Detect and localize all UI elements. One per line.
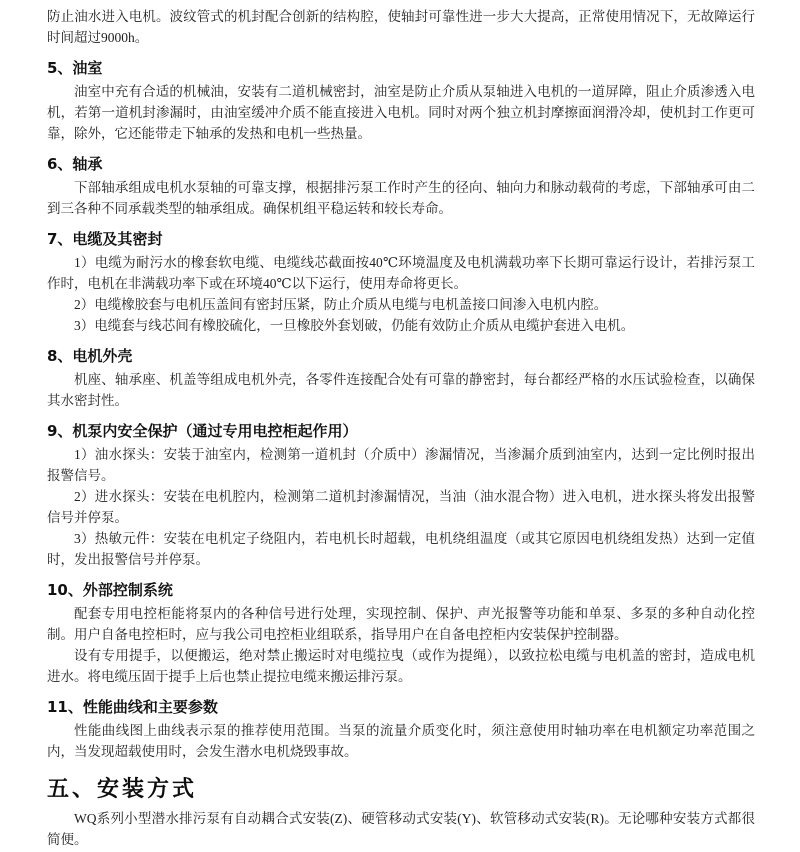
paragraph: 机座、轴承座、机盖等组成电机外壳，各零件连接配合处有可靠的静密封，每台都经严格的水压试验检查，以确保其水密封性。 bbox=[47, 372, 755, 408]
list-item-2: 2）进水探头：安装在电机腔内，检测第二道机封渗漏情况，当油（油水混合物）进入电机，进水探头将发出报警信号并停泵。 bbox=[47, 489, 755, 525]
section-heading-motor-housing: 8、电机外壳 bbox=[47, 347, 133, 365]
section-performance-curves bbox=[47, 698, 755, 762]
list-item-3: 3）电缆套与线芯间有橡胶硫化，一旦橡胶外套划破，仍能有效防止介质从电缆护套进入电机。 bbox=[74, 318, 635, 333]
section-heading-safety-protection: 9、机泵内安全保护（通过专用电控柜起作用） bbox=[47, 422, 358, 440]
section-heading-bearings: 6、轴承 bbox=[47, 155, 103, 173]
list-item-1: 1）电缆为耐污水的橡套软电缆、电缆线芯截面按40℃环境温度及电机满载功率下长期可靠运行设计，若排污泵工作时，电机在非满载功率下或在环境40℃以下运行，使用寿命将更长。 bbox=[47, 255, 755, 291]
list-item-2: 2）电缆橡胶套与电机压盖间有密封压紧，防止介质从电缆与电机盖接口间渗入电机内腔。 bbox=[74, 297, 608, 312]
chapter-heading-installation: 五、安装方式 bbox=[47, 777, 198, 802]
section-heading-performance-curves: 11、性能曲线和主要参数 bbox=[47, 698, 218, 716]
paragraph: 配套专用电控柜能将泵内的各种信号进行处理，实现控制、保护、声光报警等功能和单泵、多泵的多种自动化控制。用户自备电控柜时，应与我公司电控柜业组联系，指导用户在自备电控柜内安装保护控制器。 bbox=[47, 606, 755, 642]
intro-continuation-paragraph: 防止油水进入电机。波纹管式的机封配合创新的结构腔，使轴封可靠性进一步大大提高，正常使用情况下，无故障运行时间超过9000h。 bbox=[47, 9, 755, 45]
section-external-control bbox=[47, 581, 755, 687]
section-heading-cable-sealing: 7、电缆及其密封 bbox=[47, 230, 163, 248]
paragraph: 油室中充有合适的机械油，安装有二道机械密封，油室是防止介质从泵轴进入电机的一道屏障，阻止介质渗透入电机，若第一道机封渗漏时，由油室缓冲介质不能直接进入电机。同时对两个独立机封摩擦面润滑冷却，使机封工作更可靠，除外，它还能带走下轴承的发热和电机一些热量。 bbox=[47, 84, 755, 141]
list-item-3: 3）热敏元件：安装在电机定子绕阻内，若电机长时超载，电机绕组温度（或其它原因电机绕组发热）达到一定值时，发出报警信号并停泵。 bbox=[47, 531, 755, 567]
section-bearings bbox=[47, 155, 755, 219]
paragraph: 设有专用提手，以便搬运，绝对禁止搬运时对电缆拉曳（或作为提绳），以致拉松电缆与电机盖的密封，造成电机进水。将电缆压固于提手上后也禁止提拉电缆来搬运排污泵。 bbox=[47, 648, 755, 684]
section-heading-oil-chamber: 5、油室 bbox=[47, 59, 103, 77]
list-item-1: 1）油水探头：安装于油室内，检测第一道机封（介质中）渗漏情况，当渗漏介质到油室内，达到一定比例时报出报警信号。 bbox=[47, 447, 755, 483]
paragraph: 下部轴承组成电机水泵轴的可靠支撑，根据排污泵工作时产生的径向、轴向力和脉动载荷的考虑，下部轴承可由二到三各种不同承载类型的轴承组成。确保机组平稳运转和较长寿命。 bbox=[47, 180, 755, 216]
section-safety-protection bbox=[47, 422, 755, 570]
section-heading-external-control: 10、外部控制系统 bbox=[47, 581, 173, 599]
section-motor-housing bbox=[47, 347, 755, 411]
section-oil-chamber bbox=[47, 59, 755, 144]
paragraph: WQ系列小型潜水排污泵有自动耦合式安装(Z)、硬管移动式安装(Y)、软管移动式安装(R)。无论哪种安装方式都很简便。 bbox=[47, 811, 755, 847]
section-cable-sealing bbox=[47, 230, 755, 336]
chapter-installation bbox=[47, 776, 755, 850]
paragraph: 性能曲线图上曲线表示泵的推荐使用范围。当泵的流量介质变化时，须注意使用时轴功率在电机额定功率范围之内，当发现超载使用时，会发生潜水电机烧毁事故。 bbox=[47, 723, 755, 759]
